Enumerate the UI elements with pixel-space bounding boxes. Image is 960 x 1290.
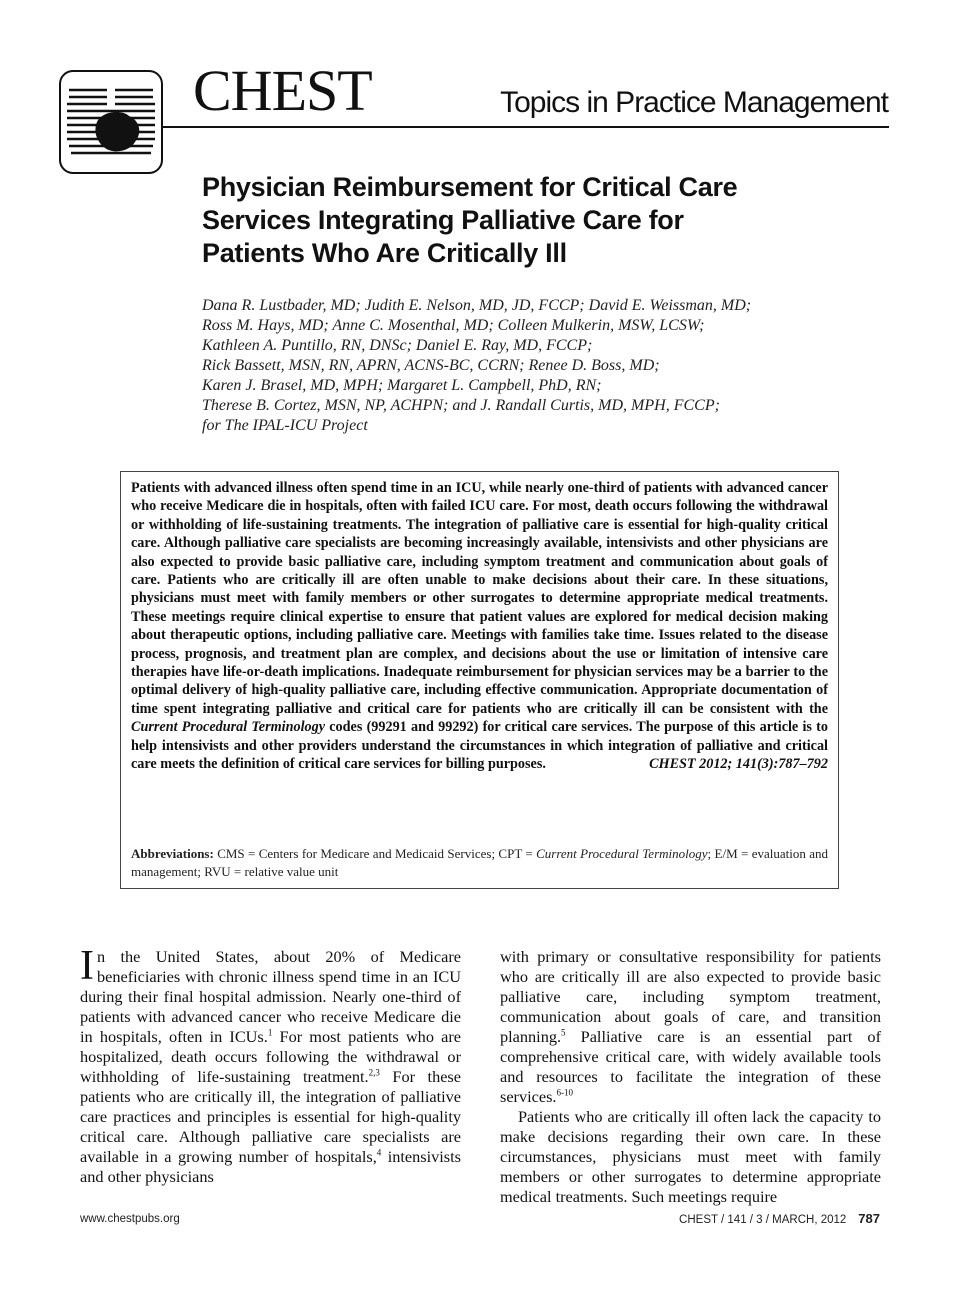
author-line: Kathleen A. Puntillo, RN, DNSc; Daniel E. Ray, MD, FCCP; <box>202 337 593 354</box>
author-line: for The IPAL-ICU Project <box>202 417 368 434</box>
body-text: with primary or consultative responsibility for patients who are critically ill are also expected to provide basic palliative care, including symptom treatment, communication about goals of care, and transition planning. <box>500 947 881 1046</box>
page-number: 787 <box>858 1211 880 1226</box>
header-divider <box>163 126 889 128</box>
abstract-citation: CHEST 2012; 141(3):787–792 <box>649 756 828 773</box>
abbreviations-part2: ; E/M = evaluation and management; RVU = relative value unit <box>131 846 828 879</box>
abstract-cpt-term: Current Procedural Terminology <box>131 719 325 736</box>
author-line: Karen J. Brasel, MD, MPH; Margaret L. Campbell, PhD, RN; <box>202 377 602 394</box>
article-title <box>202 171 902 270</box>
reference-link[interactable]: 6-10 <box>556 1087 574 1098</box>
reference-link[interactable]: 5 <box>561 1027 566 1038</box>
abstract-body-part1: Patients with advanced illness often spend time in an ICU, while nearly one-third of patients with advanced cancer who receive Medicare die in hospitals, often with failed ICU care. For most, death occurs following the withdrawal or withholding of life-sustaining treatments. The integration of palliative care is essential for high-quality critical care. Although palliative care specialists are becoming increasingly available, intensivists and other physicians are also expected to provide basic palliative care, including symptom treatment and communication about goals of care. Patients who are critically ill are often unable to make decisions about their care. In these situations, physicians must meet with family members or other surrogates to determine appropriate medical treatments. These meetings require clinical expertise to ensure that patient values are explored for medical decision making about therapeutic options, including palliative care. Meetings with families take time. Issues related to the disease process, prognosis, and treatment plan are complex, and decisions about the use or limitation of intensive care therapies have life-or-death implications. Inadequate reimbursement for physician services may be a barrier to the optimal delivery of high-quality palliative care, including effective communication. Appropriate documentation of time spent integrating palliative and critical care for patients who are critically ill can be consistent with the <box>131 480 828 717</box>
chest-logo <box>59 70 163 174</box>
author-line: Rick Bassett, MSN, RN, APRN, ACNS-BC, CCRN; Renee D. Boss, MD; <box>202 357 660 374</box>
author-list <box>202 296 842 436</box>
lungs-logo-icon <box>59 70 163 174</box>
footer-issue-info <box>560 1211 880 1226</box>
reference-link[interactable]: 2,3 <box>368 1067 380 1078</box>
drop-cap: I <box>80 943 94 989</box>
author-line: Therese B. Cortez, MSN, NP, ACHPN; and J. Randall Curtis, MD, MPH, FCCP; <box>202 397 720 414</box>
abstract-body-part2: codes (99291 and 99292) for critical care services. The purpose of this article is to help intensivists and other providers understand the circumstances in which integration of palliative and critical care meets the definition of critical care services for billing purposes. <box>131 719 828 773</box>
author-line: Ross M. Hays, MD; Anne C. Mosenthal, MD; Colleen Mulkerin, MSW, LCSW; <box>202 317 705 334</box>
body-paragraph <box>500 947 881 1107</box>
reference-link[interactable]: 1 <box>267 1027 273 1038</box>
reference-link[interactable]: 4 <box>376 1147 382 1158</box>
author-line: Dana R. Lustbader, MD; Judith E. Nelson, MD, JD, FCCP; David E. Weissman, MD; <box>202 297 752 314</box>
abstract-text <box>131 479 828 774</box>
section-heading: Topics in Practice Management <box>500 86 888 119</box>
abbreviations-part1: CMS = Centers for Medicare and Medicaid Services; CPT = <box>213 846 537 861</box>
body-text: For these patients who are critically ill, the integration of palliative care practices and principles is essential for high-quality critical care. Although palliative care specialists are available in a growing number of hospitals, <box>80 1067 461 1166</box>
body-paragraph <box>80 943 461 1187</box>
title-line: Services Integrating Palliative Care for <box>202 205 684 235</box>
body-text: Palliative care is an essential part of comprehensive critical care, with widely available tools and resources to facilitate the integration of these services. <box>500 1027 881 1106</box>
abbreviations-cpt: Current Procedural Terminology <box>536 846 708 861</box>
body-column-right <box>500 947 881 1207</box>
title-line: Patients Who Are Critically Ill <box>202 238 567 268</box>
body-text: n the United States, about 20% of Medicare beneficiaries with chronic illness spend time in an ICU during their final hospital admission. Nearly one-third of patients with advanced cancer who receive Medicare die in hospitals, often in ICUs. <box>80 947 461 1046</box>
abbreviations-label: Abbreviations: <box>131 846 214 861</box>
body-paragraph: Patients who are critically ill often lack the capacity to make decisions regarding their own care. In these circumstances, physicians must meet with family members or other surrogates to determine appropriate medical treatments. Such meetings require <box>500 1107 881 1206</box>
body-column-left <box>80 943 461 1187</box>
body-text: intensivists and other physicians <box>80 1147 461 1186</box>
footer-website[interactable]: www.chestpubs.org <box>80 1213 180 1225</box>
footer-issue: CHEST / 141 / 3 / MARCH, 2012 <box>679 1214 847 1226</box>
journal-name: CHEST <box>193 58 372 123</box>
abbreviations <box>131 845 828 880</box>
body-text: For most patients who are hospitalized, death occurs following the withdrawal or withholding of life-sustaining treatment. <box>80 1027 461 1086</box>
title-line: Physician Reimbursement for Critical Care <box>202 172 738 202</box>
